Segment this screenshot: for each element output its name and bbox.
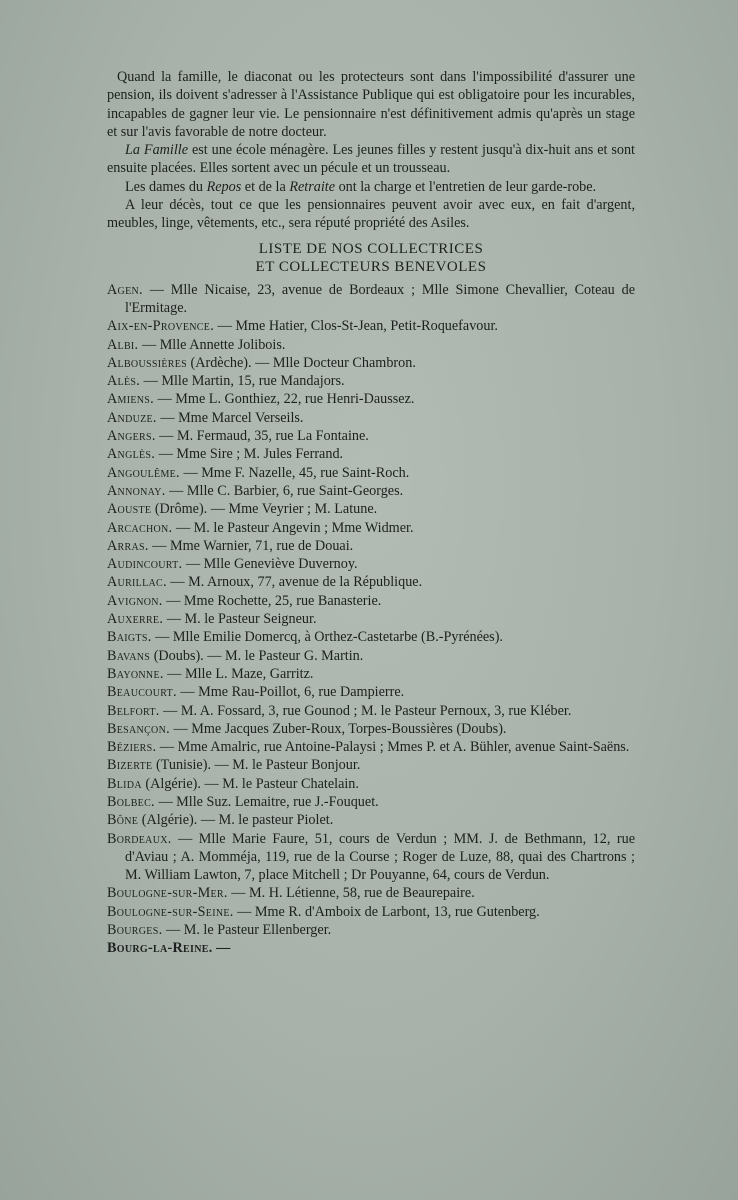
city-name: Besançon. — [107, 720, 170, 737]
city-name: Alès. — [107, 373, 141, 390]
list-item — [107, 610, 635, 628]
city-name: Amiens. — [107, 391, 155, 408]
dames-pre: Les dames du — [125, 178, 207, 195]
collector-details: — M. le Pasteur Ellenberger. — [162, 922, 332, 939]
city-name: Arcachon. — [107, 519, 173, 536]
list-item — [107, 683, 635, 701]
list-item — [107, 500, 635, 518]
list-item — [107, 336, 635, 354]
collector-details: — M. Arnoux, 77, avenue de la République. — [166, 574, 423, 591]
famille-name: La Famille — [125, 142, 189, 159]
list-item — [107, 628, 635, 646]
collector-details: (Drôme). — Mme Veyrier ; M. Latune. — [151, 501, 378, 518]
city-name: Avignon. — [107, 592, 163, 609]
city-name: Beaucourt. — [107, 684, 177, 701]
list-item — [107, 903, 635, 921]
collector-details: — Mlle Suz. Lemaitre, rue J.-Fouquet. — [154, 793, 379, 810]
city-name: Albi. — [107, 336, 139, 353]
list-item — [107, 830, 635, 885]
city-name: Bourges. — [107, 922, 163, 939]
famille-text: est une école ménagère. Les jeunes filles y restent jusqu'à dix-huit ans et sont ensuite placées. Elles sortent avec un pécule et un trousseau. — [107, 142, 635, 177]
city-name: Belfort. — [107, 702, 160, 719]
list-item — [107, 445, 635, 463]
collector-details: — Mme Rau-Poillot, 6, rue Dampierre. — [176, 684, 405, 701]
collector-details: — M. le Pasteur Angevin ; Mme Widmer. — [172, 519, 414, 536]
city-name: Blida — [107, 775, 142, 792]
city-name: Alboussières — [107, 354, 187, 371]
city-name: Annonay. — [107, 482, 166, 499]
paragraph-famille — [107, 141, 635, 178]
list-title-line-2: ET COLLECTEURS BENEVOLES — [255, 258, 487, 275]
collector-details: — Mme F. Nazelle, 45, rue Saint-Roch. — [179, 464, 410, 481]
collector-details: — Mme Sire ; M. Jules Ferrand. — [155, 446, 344, 463]
list-item — [107, 281, 635, 318]
list-item — [107, 573, 635, 591]
collector-details: — Mlle Annette Jolibois. — [138, 336, 286, 353]
collector-details: (Tunisie). — M. le Pasteur Bonjour. — [152, 757, 361, 774]
city-name: Bavans — [107, 647, 151, 664]
collector-details: — Mme R. d'Amboix de Larbont, 13, rue Gutenberg. — [233, 903, 540, 920]
city-name: Angers. — [107, 428, 156, 445]
city-name: Aix-en-Provence. — [107, 318, 215, 335]
list-item — [107, 427, 635, 445]
list-item — [107, 939, 635, 957]
list-item — [107, 354, 635, 372]
dames-post: ont la charge et l'entretien de leur garde-robe. — [335, 178, 597, 195]
repos-name: Repos — [206, 178, 242, 195]
city-name: Arras. — [107, 537, 149, 554]
collector-details: — M. H. Létienne, 58, rue de Beaurepaire. — [227, 885, 475, 902]
list-item — [107, 555, 635, 573]
collector-details: — Mlle C. Barbier, 6, rue Saint-Georges. — [165, 482, 404, 499]
city-name: Anduze. — [107, 409, 157, 426]
collector-details: — Mme Rochette, 25, rue Banasterie. — [162, 592, 382, 609]
list-item — [107, 665, 635, 683]
collector-details: — Mlle Martin, 15, rue Mandajors. — [140, 373, 345, 390]
city-name: Aurillac. — [107, 574, 167, 591]
city-name: Anglès. — [107, 446, 156, 463]
list-item — [107, 592, 635, 610]
list-title — [107, 240, 635, 276]
city-name: Bizerte — [107, 757, 153, 774]
list-item — [107, 464, 635, 482]
city-name: Aouste — [107, 501, 152, 518]
collector-details: — Mlle Emilie Domercq, à Orthez-Castetarbe (B.-Pyrénées). — [151, 629, 503, 646]
city-name: Boulogne-sur-Seine. — [107, 903, 234, 920]
collector-details: (Ardèche). — Mlle Docteur Chambron. — [186, 354, 416, 371]
list-item — [107, 482, 635, 500]
collector-details: — M. A. Fossard, 3, rue Gounod ; M. le Pasteur Pernoux, 3, rue Kléber. — [159, 702, 572, 719]
list-item — [107, 647, 635, 665]
collector-details: — M. le Pasteur Seigneur. — [163, 611, 317, 628]
city-name: Bayonne. — [107, 665, 164, 682]
collector-list — [107, 281, 635, 958]
city-name: Béziers. — [107, 739, 157, 756]
collector-details: — — [212, 940, 231, 957]
city-name: Audincourt. — [107, 556, 183, 573]
list-item — [107, 390, 635, 408]
list-item — [107, 372, 635, 390]
collector-details: — Mme Warnier, 71, rue de Douai. — [148, 537, 354, 554]
text-column — [107, 68, 635, 958]
list-item — [107, 317, 635, 335]
list-item — [107, 702, 635, 720]
list-item — [107, 884, 635, 902]
city-name: Baigts. — [107, 629, 152, 646]
list-item — [107, 409, 635, 427]
city-name: Bône — [107, 812, 139, 829]
collector-details: — Mlle Nicaise, 23, avenue de Bordeaux ; Mlle Simone Chevallier, Coteau de l'Ermitage. — [125, 281, 635, 316]
list-item — [107, 519, 635, 537]
collector-details: — Mme Amalric, rue Antoine-Palaysi ; Mmes P. et A. Bühler, avenue Saint-Saëns. — [156, 739, 630, 756]
collector-details: — Mlle Marie Faure, 51, cours de Verdun ; MM. J. de Bethmann, 12, rue d'Aviau ; A. Momméja, 119, rue de la Course ; Roger de Luze, 88, quai des Chartrons ; M. William Lawton, 7, place Mitchell ; Dr Pouyanne, 64, cours de Verdun. — [125, 830, 635, 884]
collector-details: — Mlle L. Maze, Garritz. — [163, 665, 314, 682]
list-item — [107, 537, 635, 555]
list-item — [107, 811, 635, 829]
retraite-name: Retraite — [289, 178, 336, 195]
list-title-line-1: LISTE DE NOS COLLECTRICES — [258, 240, 484, 257]
paragraph-garde-robe — [107, 178, 635, 196]
collector-details: — Mme Marcel Verseils. — [156, 409, 304, 426]
city-name: Bordeaux. — [107, 830, 172, 847]
collector-details: — M. Fermaud, 35, rue La Fontaine. — [155, 428, 369, 445]
city-name: Boulogne-sur-Mer. — [107, 885, 228, 902]
list-item — [107, 921, 635, 939]
collector-details: — Mme L. Gonthiez, 22, rue Henri-Daussez. — [154, 391, 415, 408]
collector-details: — Mlle Geneviève Duvernoy. — [182, 556, 358, 573]
collector-details: (Doubs). — M. le Pasteur G. Martin. — [150, 647, 364, 664]
list-item — [107, 775, 635, 793]
city-name: Angoulême. — [107, 464, 180, 481]
list-item — [107, 756, 635, 774]
dames-mid: et de la — [241, 178, 290, 195]
city-name: Bourg-la-Reine. — [107, 940, 213, 957]
paragraph-deces: A leur décès, tout ce que les pensionnaires peuvent avoir avec eux, en fait d'argent, meubles, linge, vêtements, etc., sera réputé propriété des Asiles. — [107, 197, 635, 232]
paragraph-assistance: Quand la famille, le diaconat ou les protecteurs sont dans l'impossibilité d'assurer une pension, ils doivent s'adresser à l'Assistance Publique qui est obligatoire pour les incurables, incapables de gagner leur vie. Le pensionnaire n'est définitivement admis qu'après un stage et sur l'avis favorable de notre docteur. — [107, 69, 635, 140]
city-name: Agen. — [107, 281, 143, 298]
collector-details: — Mme Jacques Zuber-Roux, Torpes-Boussières (Doubs). — [169, 720, 507, 737]
list-item — [107, 793, 635, 811]
city-name: Auxerre. — [107, 611, 164, 628]
collector-details: — Mme Hatier, Clos-St-Jean, Petit-Roquefavour. — [214, 318, 498, 335]
collector-details: (Algérie). — M. le Pasteur Chatelain. — [141, 775, 359, 792]
list-item — [107, 738, 635, 756]
collector-details: (Algérie). — M. le pasteur Piolet. — [138, 812, 334, 829]
list-item — [107, 720, 635, 738]
city-name: Bolbec. — [107, 793, 155, 810]
